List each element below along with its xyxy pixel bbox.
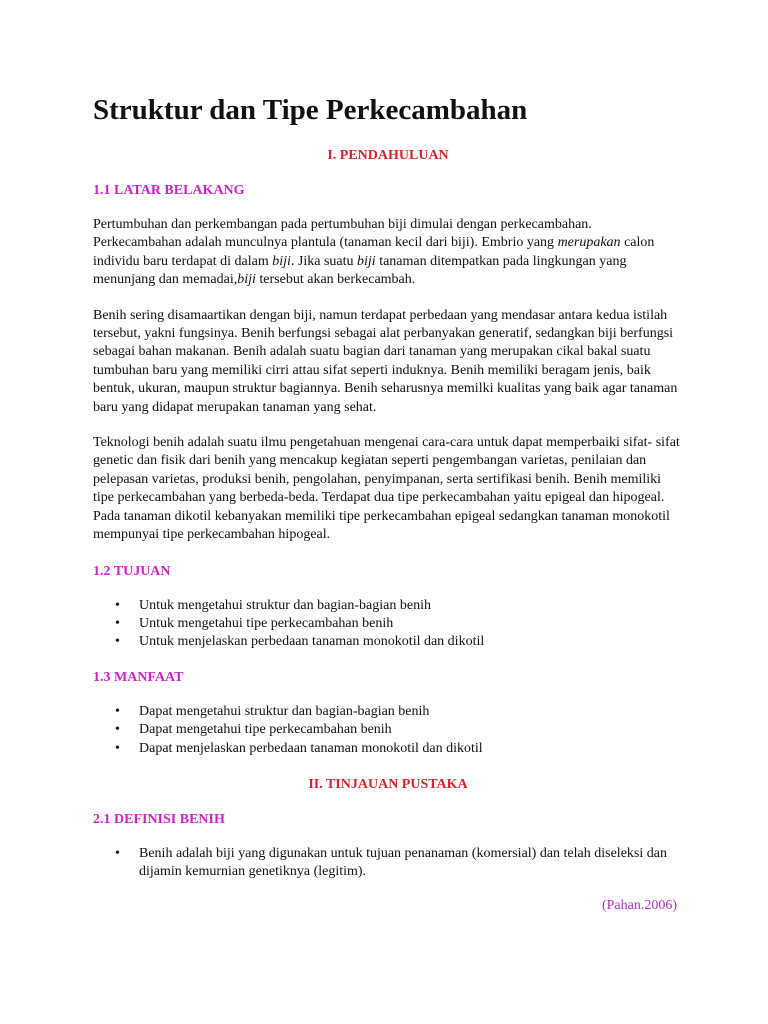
- section-heading-pendahuluan: I. PENDAHULUAN: [327, 148, 449, 163]
- list-item: • Dapat mengetahui struktur dan bagian-bagian benih: [93, 703, 683, 721]
- paragraph-1: Pertumbuhan dan perkembangan pada pertumbuhan biji dimulai dengan perkecambahan. Perkecambahan adalah munculnya plantula (tanaman kecil dari biji). Embrio yang merupakan calon individu baru terdapat di dalam biji. Jika suatu biji tanaman ditempatkan pada lingkungan yang menunjang dan memadai,biji tersebut akan berkecambah.: [93, 217, 655, 288]
- citation: (Pahan.2006): [601, 898, 677, 914]
- document-title: Struktur dan Tipe Perkecambahan: [93, 94, 528, 126]
- list-item: • Dapat mengetahui tipe perkecambahan benih: [93, 721, 683, 739]
- subheading-definisi-benih: 2.1 DEFINISI BENIH: [93, 811, 225, 827]
- section-heading-tinjauan-pustaka: II. TINJAUAN PUSTAKA: [308, 776, 468, 792]
- definisi-list: [93, 845, 683, 881]
- manfaat-list: [93, 703, 683, 758]
- list-item: • Untuk mengetahui tipe perkecambahan benih: [93, 615, 683, 633]
- list-item: • Untuk menjelaskan perbedaan tanaman monokotil dan dikotil: [93, 633, 683, 651]
- subheading-tujuan: 1.2 TUJUAN: [93, 563, 171, 579]
- paragraph-2: Benih sering disamaartikan dengan biji, namun terdapat perbedaan yang mendasar antara kedua istilah tersebut, yakni fungsinya. Benih berfungsi sebagai alat perbanyakan generatif, sedangkan biji berfungsi sebagai bahan makanan. Benih adalah suatu bagian dari tanaman yang merupakan cikal bakal suatu tumbuhan baru yang memiliki cirri attau sifat seperti induknya. Benih memiliki beragam jenis, baik bentuk, ukuran, maupun struktur bagiannya. Benih seharusnya memilki kualitas yang baik agar tanaman baru yang didapat merupakan tanaman yang sehat.: [93, 307, 678, 415]
- list-item: • Benih adalah biji yang digunakan untuk tujuan penanaman (komersial) dan telah diseleksi dan dijamin kemurnian genetiknya (legitim).: [93, 845, 683, 881]
- subheading-latar-belakang: 1.1 LATAR BELAKANG: [93, 183, 245, 198]
- list-item: • Dapat menjelaskan perbedaan tanaman monokotil dan dikotil: [93, 740, 683, 758]
- document-page: [93, 92, 683, 915]
- subheading-manfaat: 1.3 MANFAAT: [93, 670, 184, 686]
- paragraph-3: Teknologi benih adalah suatu ilmu pengetahuan mengenai cara-cara untuk dapat memperbaiki sifat- sifat genetic dan fisik dari benih yang mencakup kegiatan seperti pengembangan varietas, penilaian dan pelepasan varietas, produksi benih, pengolahan, penyimpanan, serta sertifikasi benih. Benih memiliki tipe perkecambahan yang berbeda-beda. Terdapat dua tipe perkecambahan yaitu epigeal dan hipogeal. Pada tanaman dikotil kebanyakan memiliki tipe perkecambahan epigeal sedangkan tanaman monokotil mempunyai tipe perkecambahan hipogeal.: [93, 435, 680, 543]
- tujuan-list: [93, 597, 683, 652]
- list-item: • Untuk mengetahui struktur dan bagian-bagian benih: [93, 597, 683, 615]
